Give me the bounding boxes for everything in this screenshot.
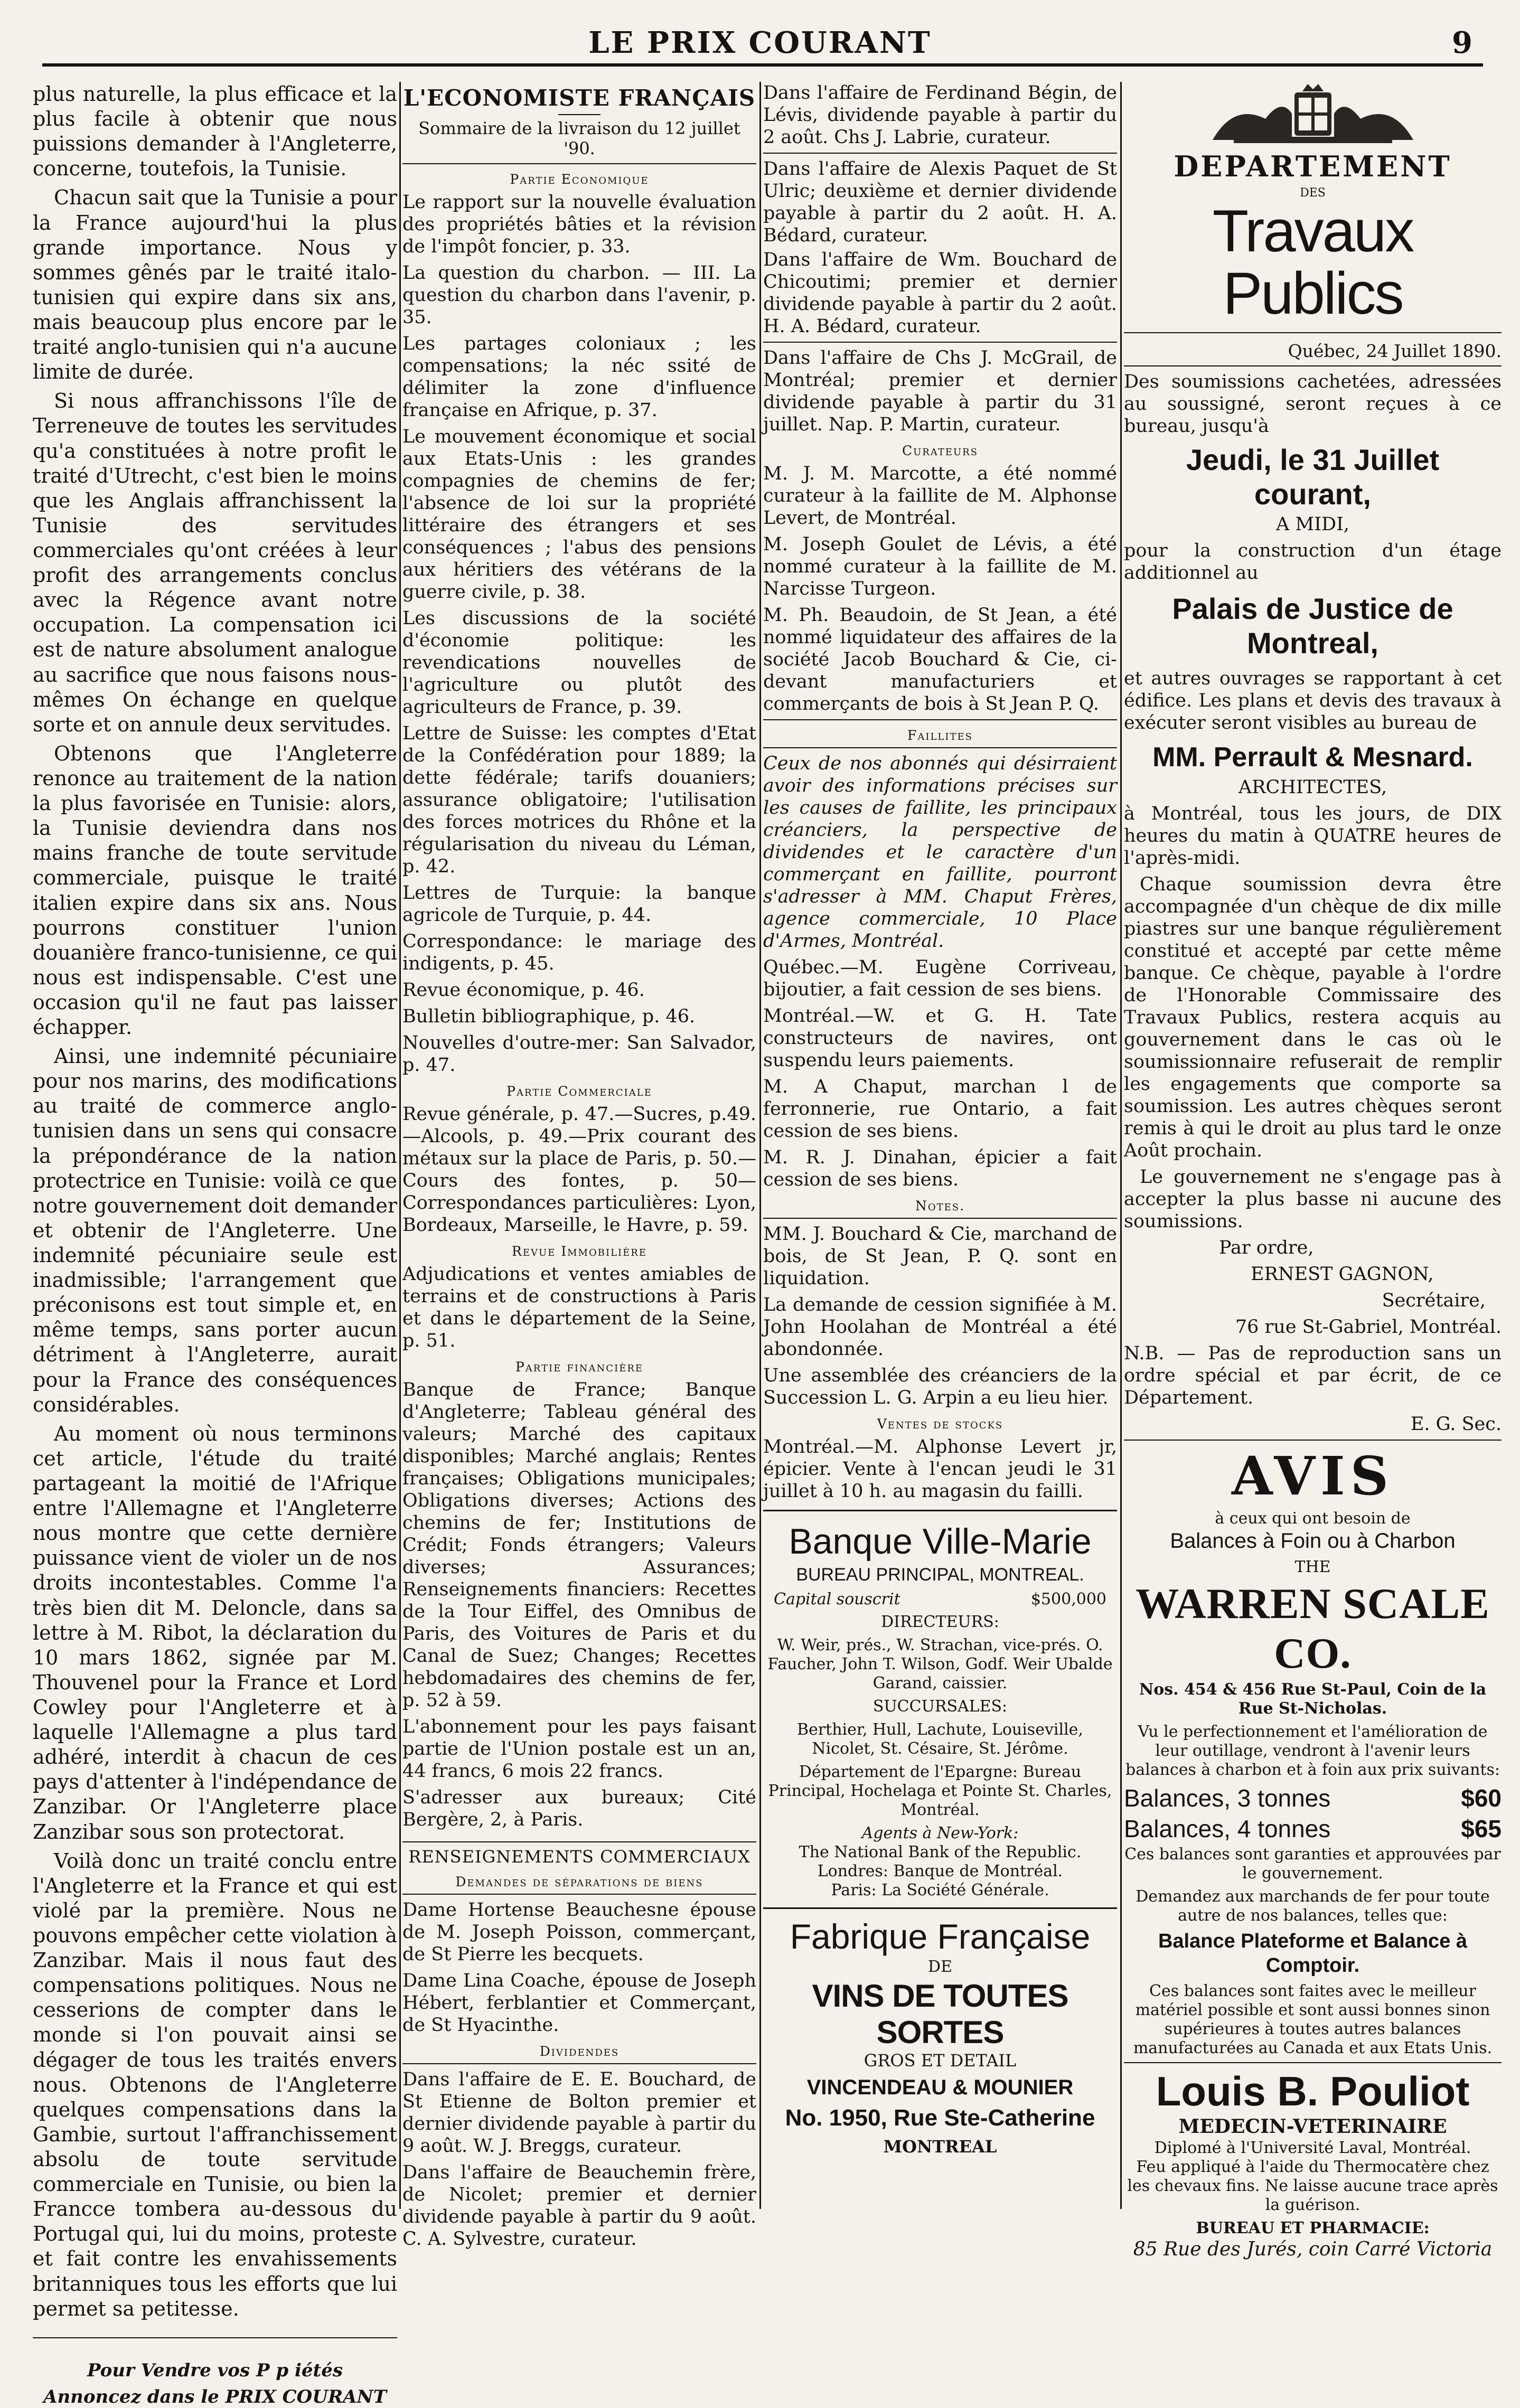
dept-palais: Palais de Justice de Montreal, [1172,592,1453,660]
directeurs: W. Weir, prés., W. Strachan, vice-prés. O. Faucher, John T. Wilson, Godf. Weir Ubalde Garand, caissier. [767,1635,1113,1692]
dept-perrault: MM. Perrault & Mesnard. [1152,742,1473,773]
eco-item: Nouvelles d'outre-mer: San Salvador, p. 47. [402,1032,756,1076]
divider [1124,332,1502,333]
curateur-item: M. Ph. Beaudoin, de St Jean, a été nommé liquidateur des affaires de la société Jacob Bouchard & Cie, ci-devant manufacturiers et commerçants de bois à St Jean P. Q. [763,605,1117,714]
pouliot-address: 85 Rue des Jurés, coin Carré Victoria [1133,2238,1493,2260]
eco-item: Lettre de Suisse: les comptes d'Etat de la Confédération pour 1889; la dette fédérale; tarifs douaniers; assurance obligatoire; l'utilisation des forces motrices du Rhône et la régularisation du niveau du Léman, p. 42. [402,722,756,877]
fabrique-ad [763,1916,1117,2157]
dividende-item: Dans l'affaire de Chs J. McGrail, de Montréal; premier et dernier dividende payable à partir du 31 juillet. Nap. P. Martin, curateur. [763,347,1117,435]
dept-eg: E. G. Sec. [1410,1414,1502,1435]
section-heading: Ventes de stocks [877,1416,1003,1432]
paris: Paris: La Société Générale. [831,1880,1049,1899]
divider [763,153,1117,154]
avis-line2: Balances à Foin ou à Charbon [1170,1529,1456,1553]
divider [33,2337,397,2338]
masthead-rule [42,63,1483,67]
footer-ad-line: Annoncez dans le PRIX COURANT [43,2386,387,2407]
fabrique-firm: VINCENDEAU & MOUNIER [806,2076,1074,2100]
column-rule [1120,82,1122,2209]
renseignements-title: RENSEIGNEMENTS COMMERCIAUX [408,1846,750,1867]
editorial-paragraph: Chacun sait que la Tunisie a pour la France aujourd'hui la plus grande importance. Nous y sommes gênés par le traité italo-tunisien qui expire dans six ans, mais beaucoup plus encore par le traité anglo-tunisien qui n'a aucune limite de durée. [33,186,397,384]
avis-faites: Ces balances sont faites avec le meilleur matériel possible et sont aussi bonnes sinon supérieures à toutes autres balances manufacturées au Canada et aux Etats Unis. [1133,1982,1493,2058]
paper-title: LE PRIX COURANT [588,25,932,60]
pouliot-ad [1124,2067,1502,2260]
masthead [0,25,1520,89]
dept-plans: et autres ouvrages se rapportant à cet édifice. Les plans et devis des travaux à exécuter seront visibles au bureau de [1124,668,1502,734]
epargne: Département de l'Epargne: Bureau Principal, Hochelaga et Pointe St. Charles, Montréal. [768,1762,1112,1819]
dept-midi: A MIDI, [1275,514,1350,535]
separation-item: Dame Lina Coache, épouse de Joseph Hébert, ferblantier et Commerçant, de St Hyacinthe. [402,1970,756,2036]
banque-title: Banque Ville-Marie [789,1521,1092,1562]
faillite-item: Montréal.—W. et G. H. Tate constructeurs de navires, ont suspendu leurs paiements. [763,1005,1117,1071]
section-text: Adjudications et ventes amiables de terrains et de constructions à Paris et dans le département de la Seine, p. 51. [402,1263,756,1351]
divider [402,1841,756,1842]
fabrique-de: DE [928,1957,952,1976]
dept-title: DEPARTEMENT [1174,149,1452,183]
eco-item: Le mouvement économique et social aux Etats-Unis : les grandes compagnies de chemins de fer; l'absence de loi sur la propriété littéraire des étrangers et ses conséquences ; l'abus des pensions aux héritiers des vétérans de la guerre civile, p. 38. [402,426,756,603]
londres: Londres: Banque de Montréal. [817,1861,1063,1880]
editorial-paragraph: Ainsi, une indemnité pécuniaire pour nos marins, des modifications au traité de commerce anglo-tunisien dans un sens qui consacre la prépondérance de la nation protectrice en Tunisie: voilà ce que notre gouvernement doit demander et obtenir de l'Angleterre. Une indemnité pécuniaire seule est inadmissible; l'arrangement que préconisons est tout simple et, en même temps, sans porter aucun détriment à l'Angleterre, aurait pour la France des conséquences considérables. [33,1045,397,1416]
capital-value: $500,000 [1030,1589,1106,1609]
section-heading: Revue Immobilière [512,1243,647,1259]
dept-signer: ERNEST GAGNON, [1251,1264,1434,1285]
section-heading: Dividendes [539,2043,620,2059]
column-rule [399,82,401,2209]
divider [763,719,1117,720]
travaux-title: Travaux Publics [1212,198,1413,326]
section-heading: Partie financière [515,1359,644,1375]
column-annonces [1124,82,1502,2260]
avis-garanties: Ces balances sont garanties et approuvées par le gouvernement. [1124,1845,1501,1883]
avis-ad [1124,1445,1502,2058]
column-rule [759,82,761,2209]
dept-nb: N.B. — Pas de reproduction sans un ordre spécial et par écrit, de ce Département. [1124,1343,1502,1409]
dividende-item: Dans l'affaire de Ferdinand Bégin, de Lévis, dividende payable à partir du 2 août. Chs J. Labrie, curateur. [763,82,1117,148]
divider [402,1894,756,1895]
section-heading: Faillites [907,728,973,743]
eco-item: Les partages coloniaux ; les compensations; la néc ssité de délimiter la zone d'influence française en Afrique, p. 37. [402,333,756,421]
eco-item: Bulletin bibliographique, p. 46. [402,1005,696,1027]
divider [1124,365,1502,366]
page-number: 9 [1452,25,1472,60]
abonnement-text: L'abonnement pour les pays faisant partie de l'Union postale est un an, 44 francs, 6 mois 22 francs. [402,1716,756,1782]
editorial-paragraph: Au moment où nous terminons cet article, l'étude du traité partageant la moitié de l'Afrique entre l'Allemagne et l'Angleterre nous montre que cette dernière puissance vient de violer un de nos droits incontestables. Comme l'a très bien dit M. Deloncle, dans sa lettre à M. Ribot, la déclaration du 10 mars 1862, signée par M. Thouvenel pour la France et Lord Cowley pour l'Angleterre et à laquelle l'Allemagne a plus tard adhéré, interdit à chacun de ces pays d'attenter à l'indépendance de Zanzibar. Or l'Angleterre place Zanzibar sous son protectorat. [33,1422,397,1843]
editorial-paragraph: Obtenons que l'Angleterre renonce au traitement de la nation la plus favorisée en Tunisie: alors, la Tunisie deviendra dans nos mains franche de toute servitude commerciale, puisque le traité italien expire dans six ans. Nous pourrons constituer l'union douanière franco-tunisienne, ce qui nous est indispensable. C'est une occasion qu'il ne faut pas laisser échapper. [33,741,397,1039]
coat-of-arms-icon [1202,82,1424,145]
divider [558,114,601,115]
divider [763,342,1117,343]
dept-des: DES [1300,186,1326,200]
directeurs-head: DIRECTEURS: [881,1612,999,1631]
column-economiste [402,82,756,2250]
footer-ad-line: Pour Vendre vos P p iétés [87,2359,343,2381]
fabrique-title: Fabrique Française [790,1916,1091,1956]
divider [763,1218,1117,1219]
banque-capital [763,1590,1117,1609]
eco-item: Revue économique, p. 46. [402,979,645,1001]
eco-item: Le rapport sur la nouvelle évaluation des propriétés bâties et la révision de l'impôt foncier, p. 33. [402,191,756,257]
editorial-paragraph: plus naturelle, la plus efficace et la plus facile à obtenir que nous puissions demander à l'Angleterre, concerne, toutefois, la Tunisie. [33,82,397,181]
dept-architectes: ARCHITECTES, [1238,777,1387,798]
section-heading: Partie Economique [510,171,649,187]
fabrique-address: No. 1950, Rue Ste-Catherine [785,2105,1095,2131]
fabrique-gros: GROS ET DETAIL [864,2050,1017,2071]
editorial-paragraph: Voilà donc un traité conclu entre l'Angleterre et la France et qui est violé par la première. Nous ne pouvons empêcher cette violation à Zanzibar. Mais il nous faut des compensations politiques. Nous ne cesserions de compter dans le monde si l'on pouvait ainsi se dégager de tous les traités envers nous. Obtenons de l'Angleterre quelques compensations dans la Gambie, surtout l'affranchissement absolu de toute servitude commerciale en Tunisie, ou bien la Francce tombera au-dessous du Portugal qui, lui du moins, proteste et fait contre les envahissements britanniques tous les efforts que lui permet sa petitesse. [33,1849,397,2320]
succursales: Berthier, Hull, Lachute, Louiseville, Nicolet, St. Césaire, St. Jérôme. [797,1720,1083,1758]
curateur-item: M. J. M. Marcotte, a été nommé curateur à la faillite de M. Alphonse Levert, de Montréal. [763,463,1117,529]
dividende-item: Dans l'affaire de Beauchemin frère, de Nicolet; premier et dernier dividende payable à partir du 9 août. C. A. Sylvestre, curateur. [402,2161,756,2250]
economiste-title: L'ECONOMISTE FRANÇAIS [403,85,756,111]
avis-perfection: Vu le perfectionnement et l'amélioration de leur outillage, vendront à l'avenir leurs balances à charbon et à foin aux prix suivants: [1125,1723,1500,1780]
section-heading: Curateurs [902,443,979,458]
dividende-item: Dans l'affaire de Wm. Bouchard de Chicoutimi; premier et dernier dividende payable à partir du 2 août. H. A. Bédard, curateur. [763,249,1117,337]
succursales-head: SUCCURSALES: [872,1697,1008,1716]
dept-montreal: à Montréal, tous les jours, de DIX heures du matin à QUATRE heures de l'après-midi. [1124,803,1502,869]
note-item: Une assemblée des créanciers de la Succession L. G. Arpin a eu lieu hier. [763,1365,1117,1408]
section-heading: Demandes de séparations de biens [455,1874,703,1889]
eco-item: Les discussions de la société d'économie politique: les revendications nouvelles de l'agriculture ou plutôt des agriculteurs de France, p. 39. [402,607,756,718]
dept-address: 76 rue St-Gabriel, Montréal. [1235,1316,1502,1338]
column-editorial [33,82,397,2407]
price-value: $65 [1461,1815,1502,1843]
fabrique-vins: VINS DE TOUTES SORTES [812,1978,1068,2050]
avis-line1: à ceux qui ont besoin de [1215,1509,1411,1528]
eco-item: Lettres de Turquie: la banque agricole de Turquie, p. 44. [402,882,756,926]
adresse-text: S'adresser aux bureaux; Cité Bergère, 2, à Paris. [402,1786,756,1830]
pouliot-bureau: BUREAU ET PHARMACIE: [1196,2218,1430,2237]
section-text: Banque de France; Banque d'Angleterre; Tableau général des valeurs; Marché des capitaux disponibles; Marché anglais; Rentes françaises; Obligations municipales; Obligations diverses; Actions des chemins de fer; Institutions de Crédit; Fonds étrangers; Valeurs diverses; Assurances; Renseignements financiers: Recettes de la Tour Eiffel, des Omnibus de Paris, des Voitures de Paris et du Canal de Suez; Changes; Recettes hebdomadaires des chemins de fer, p. 52 à 59. [402,1379,756,1711]
agents-bank: The National Bank of the Republic. [799,1842,1082,1861]
eco-item: La question du charbon. — III. La question du charbon dans l'avenir, p. 35. [402,262,756,328]
avis-address: Nos. 454 & 456 Rue St-Paul, Coin de la Rue St-Nicholas. [1139,1680,1487,1718]
banque-ad [763,1510,1117,1909]
divider [402,2063,756,2064]
avis-company: WARREN SCALE CO. [1136,1579,1490,1678]
separation-item: Dame Hortense Beauchesne épouse de M. Joseph Poisson, commerçant, de St Pierre les becquets. [402,1899,756,1965]
dividende-item: Dans l'affaire de E. E. Bouchard, de St Etienne de Bolton premier et dernier dividende payable à partir du 9 août. W. J. Breggs, curateur. [402,2068,756,2157]
faillite-item: M. A Chaput, marchan l de ferronnerie, rue Ontario, a fait cession de ses biens. [763,1076,1117,1142]
note-item: MM. J. Bouchard & Cie, marchand de bois, de St Jean, P. Q. sont en liquidation. [763,1224,1117,1289]
avis-plateforme: Balance Plateforme et Balance à Comptoir. [1158,1930,1468,1977]
pouliot-diplome: Diplomé à l'Université Laval, Montréal. [1154,2138,1471,2157]
divider [402,163,756,164]
dept-gouvernement: Le gouvernement ne s'engage pas à accepter la plus basse ni aucune des soumissions. [1124,1167,1502,1233]
curateur-item: M. Joseph Goulet de Lévis, a été nommé curateur à la faillite de M. Narcisse Turgeon. [763,534,1117,599]
price-row [1124,1814,1502,1843]
economiste-subtitle: Sommaire de la livraison du 12 juillet '90. [418,118,740,159]
price-label: Balances, 4 tonnes [1124,1815,1331,1843]
avis-title: AVIS [1232,1445,1394,1508]
column-commercial [763,82,1117,2209]
capital-label: Capital souscrit [774,1589,900,1609]
fabrique-city: MONTREAL [883,2136,997,2157]
pouliot-feu: Feu appliqué à l'aide du Thermocatère chez les chevaux fins. Ne laisse aucune trace après la guérison. [1127,2157,1498,2214]
divider [763,747,1117,748]
dept-cheque: Chaque soumission devra être accompagnée d'un chèque de dix mille piastres sur une banque régulièrement constitué et accepté par cette même banque. Ce chèque, payable à l'ordre de l'Honorable Commissaire des Travaux Publics, restera acquis au gouvernement dans le cas où le soumissionnaire refuserait de remplir les engagements que comporte sa soumission. Les autres chèques seront remis à qui le droit au plus tard le onze Août prochain. [1124,874,1502,1162]
faillite-item: Québec.—M. Eugène Corriveau, bijoutier, a fait cession de ses biens. [763,957,1117,1000]
divider [1124,1440,1502,1441]
dept-jeudi: Jeudi, le 31 Juillet courant, [1186,443,1440,511]
dept-secretaire: Secrétaire, [1382,1290,1486,1312]
faillites-intro: Ceux de nos abonnés qui désirraient avoir des informations précises sur les causes de faillite, les principaux créanciers, la perspective de dividendes et le caractère d'un commerçant en faillite, pourront s'adresser à MM. Chaput Frères, agence commerciale, 10 Place d'Armes, Montréal. [763,753,1117,952]
price-label: Balances, 3 tonnes [1124,1784,1331,1812]
editorial-paragraph: Si nous affranchissons l'île de Terreneuve de toutes les servitudes qu'a constituées à notre profit le traité d'Utrecht, c'est bien le moins que les Anglais affranchissent la Tunisie des servitudes commerciales qu'ont créées à leur profit des arrangements conclus avec la Régence avant notre occupation. La compensation ici est de nature absolument analogue au sacrifice que nous faisons nous-mêmes On échange en quelque sorte et on annule deux servitudes. [33,389,397,736]
price-row [1124,1784,1502,1812]
eco-item: Correspondance: le mariage des indigents, p. 45. [402,930,756,974]
section-heading: Notes. [915,1198,965,1214]
dept-par-ordre: Par ordre, [1219,1237,1314,1259]
section-text: Revue générale, p. 47.—Sucres, p.49.—Alcools, p. 49.—Prix courant des métaux sur la place de Paris, p. 50.—Cours des fontes, p. 50—Correspondances particulières: Lyon, Bordeaux, Marseille, le Havre, p. 59. [402,1103,756,1236]
note-item: La demande de cession signifiée à M. John Hoolahan de Montréal a été abondonnée. [763,1294,1117,1360]
dept-intro: Des soumissions cachetées, adressées au soussigné, seront reçues à ce bureau, jusqu'à [1124,371,1502,437]
dept-construction: pour la construction d'un étage additionnel au [1124,540,1502,584]
avis-the: THE [1294,1558,1331,1577]
section-heading: Partie Commerciale [506,1083,652,1099]
agents: Agents à New-York: [861,1823,1019,1842]
pouliot-title: MEDECIN-VETERINAIRE [1178,2115,1447,2138]
divider [1124,2062,1502,2063]
dept-date: Québec, 24 Juillet 1890. [1288,340,1502,361]
pouliot-name: Louis B. Pouliot [1156,2068,1470,2115]
avis-demandez: Demandez aux marchands de fer pour toute autre de nos balances, telles que: [1136,1887,1490,1925]
banque-bureau: BUREAU PRINCIPAL, MONTREAL. [796,1565,1084,1585]
price-value: $60 [1461,1784,1502,1812]
vente-item: Montréal.—M. Alphonse Levert jr, épicier. Vente à l'encan jeudi le 31 juillet à 10 h. au magasin du failli. [763,1436,1117,1502]
dividende-item: Dans l'affaire de Alexis Paquet de St Ulric; deuxième et dernier dividende payable à partir du 2 août. H. A. Bédard, curateur. [763,158,1117,246]
faillite-item: M. R. J. Dinahan, épicier a fait cession de ses biens. [763,1147,1117,1190]
